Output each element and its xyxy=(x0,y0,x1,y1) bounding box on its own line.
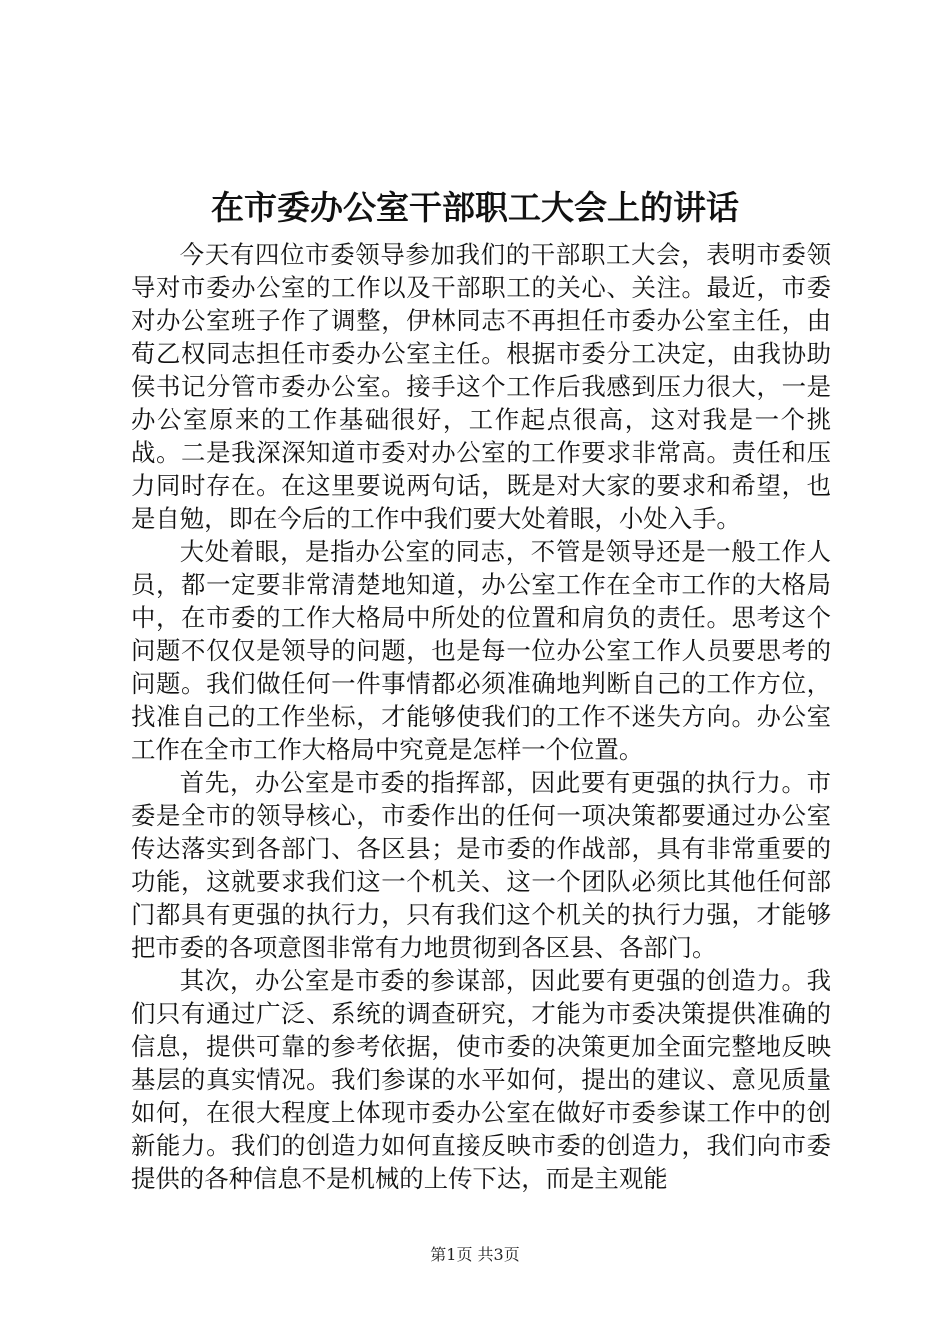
document-title: 在市委办公室干部职工大会上的讲话 xyxy=(211,188,739,227)
paragraph-3: 首先，办公室是市委的指挥部，因此要有更强的执行力。市委是全市的领导核心，市委作出的任何一项决策都要通过办公室传达落实到各部门、各区县；是市委的作战部，具有非常重要的功能，这就要求我们这一个机关、这一个团队必须比其他任何部门都具有更强的执行力，只有我们这个机关的执行力强，才能够把市委的各项意图非常有力地贯彻到各区县、各部门。 xyxy=(131,768,831,962)
paragraph-1: 今天有四位市委领导参加我们的干部职工大会，表明市委领导对市委办公室的工作以及干部职工的关心、关注。最近，市委对办公室班子作了调整，伊林同志不再担任市委办公室主任，由荀乙权同志担任市委办公室主任。根据市委分工决定，由我协助侯书记分管市委办公室。接手这个工作后我感到压力很大，一是办公室原来的工作基础很好，工作起点很高，这对我是一个挑战。二是我深深知道市委对办公室的工作要求非常高。责任和压力同时存在。在这里要说两句话，既是对大家的要求和希望，也是自勉，即在今后的工作中我们要大处着眼，小处入手。 xyxy=(131,240,831,533)
paragraph-4: 其次，办公室是市委的参谋部，因此要有更强的创造力。我们只有通过广泛、系统的调查研究，才能为市委决策提供准确的信息，提供可靠的参考依据，使市委的决策更加全面完整地反映基层的真实情况。我们参谋的水平如何，提出的建议、意见质量如何，在很大程度上体现市委办公室在做好市委参谋工作中的创新能力。我们的创造力如何直接反映市委的创造力，我们向市委提供的各种信息不是机械的上传下达，而是主观能 xyxy=(131,966,831,1193)
page-number-footer: 第1页 共3页 xyxy=(430,1245,520,1264)
document-body xyxy=(131,238,831,1195)
paragraph-2: 大处着眼，是指办公室的同志，不管是领导还是一般工作人员，都一定要非常清楚地知道，办公室工作在全市工作的大格局中，在市委的工作大格局中所处的位置和肩负的责任。思考这个问题不仅仅是领导的问题，也是每一位办公室工作人员要思考的问题。我们做任何一件事情都必须准确地判断自己的工作方位，找准自己的工作坐标，才能够使我们的工作不迷失方向。办公室工作在全市工作大格局中究竟是怎样一个位置。 xyxy=(131,537,831,764)
